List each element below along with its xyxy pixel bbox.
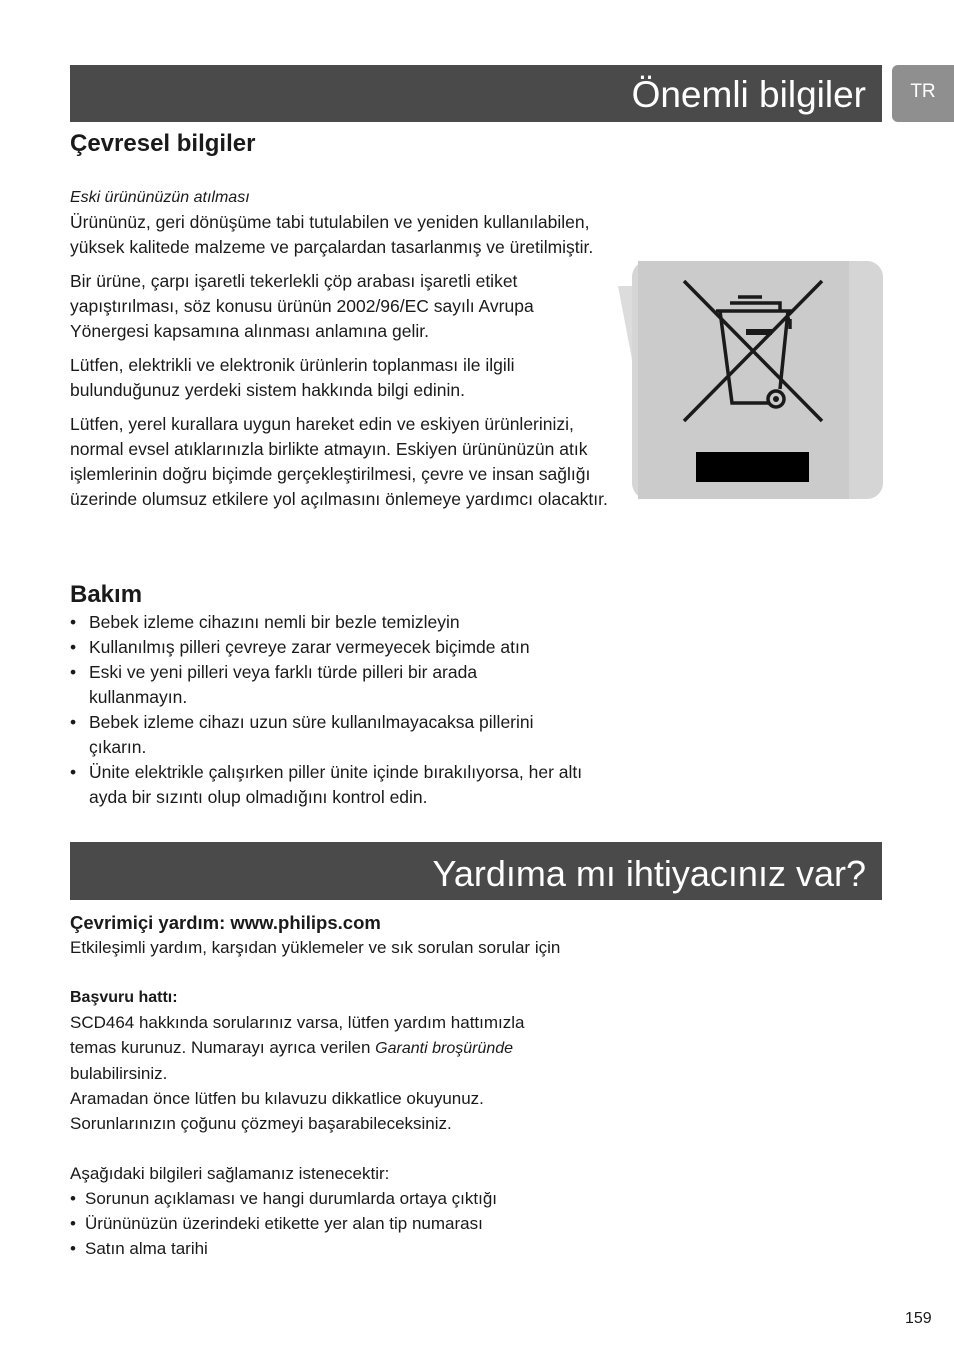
env-paragraph-1: Ürününüz, geri dönüşüme tabi tutulabilen ve yeniden kullanılabilen, yüksek kalitede malzeme ve parçalardan tasarlanmış ve üretilmiştir.: [70, 212, 594, 257]
env-heading: Çevresel bilgiler: [70, 130, 256, 157]
care-heading: Bakım: [70, 581, 143, 608]
page-number: 159: [905, 1310, 932, 1327]
env-paragraph-2: Bir ürüne, çarpı işaretli tekerlekli çöp arabası işaretli etiket yapıştırılması, söz konusu ürünün 2002/96/EC sayılı Avrupa Yönergesi kapsamına alınması anlamına gelir.: [70, 271, 534, 341]
env-section: [70, 129, 610, 512]
section-banner-help: [70, 842, 882, 900]
hotline-text: SCD464 hakkında sorularınız varsa, lütfen yardım hattımızla temas kurunuz. Numarayı ayrıca verilen Garanti broşüründe bulabilirsiniz.: [70, 1013, 525, 1083]
info-intro: Aşağıdaki bilgileri sağlamanız istenecektir:: [70, 1164, 390, 1183]
list-item: • Satın alma tarihi: [70, 1236, 605, 1261]
list-item: • Bebek izleme cihazını nemli bir bezle temizleyin: [70, 610, 610, 635]
hotline-text-advice: Aramadan önce lütfen bu kılavuzu dikkatlice okuyunuz. Sorunlarınızın çoğunu çözmeyi başarabileceksiniz.: [70, 1089, 484, 1133]
section-banner-important-info: [70, 65, 882, 122]
page-title: Önemli bilgiler: [631, 74, 866, 115]
list-item: • Ünite elektrikle çalışırken piller ünite içinde bırakılıyorsa, her altı ayda bir sızıntı olup olmadığını kontrol edin.: [70, 760, 610, 810]
list-item: • Bebek izleme cihazı uzun süre kullanılmayacaksa pillerini çıkarın.: [70, 710, 579, 760]
env-paragraph-3: Lütfen, elektrikli ve elektronik ürünlerin toplanması ile ilgili bulunduğunuz yerdeki sistem hakkında bilgi edinin.: [70, 355, 515, 400]
online-help-text: Etkileşimli yardım, karşıdan yüklemeler ve sık sorulan sorular için: [70, 938, 561, 957]
help-section: [70, 910, 605, 1261]
list-item: • Ürününüzün üzerindeki etikette yer alan tip numarası: [70, 1211, 605, 1236]
online-help-heading: Çevrimiçi yardım: www.philips.com: [70, 912, 381, 933]
care-section: [70, 580, 610, 810]
help-title: Yardıma mı ihtiyacınız var?: [432, 853, 866, 894]
list-item: • Sorunun açıklaması ve hangi durumlarda ortaya çıktığı: [70, 1186, 605, 1211]
list-item: • Eski ve yeni pilleri veya farklı türde pilleri bir arada kullanmayın.: [70, 660, 534, 710]
list-item: • Kullanılmış pilleri çevreye zarar vermeyecek biçimde atın: [70, 635, 610, 660]
env-subheading: Eski ürününüzün atılması: [70, 189, 250, 206]
info-list: [70, 1186, 605, 1261]
care-list: [70, 610, 610, 810]
warranty-booklet-text: Garanti broşüründe: [375, 1040, 514, 1057]
env-paragraph-4: Lütfen, yerel kurallara uygun hareket edin ve eskiyen ürünlerinizi, normal evsel atıklarınızla birlikte atmayın. Eskiyen ürününüzün atık işlemlerinin doğru biçimde gerçekleştirilmesi, çevre ve insan sağlığı üzerinde olumsuz etkilere yol açılmasını önlemeye yardımcı olacaktır.: [70, 414, 608, 509]
hotline-heading: Başvuru hattı:: [70, 989, 178, 1006]
crossed-out-wheelie-bin-icon: [618, 261, 883, 499]
language-tab: TR: [892, 65, 954, 122]
